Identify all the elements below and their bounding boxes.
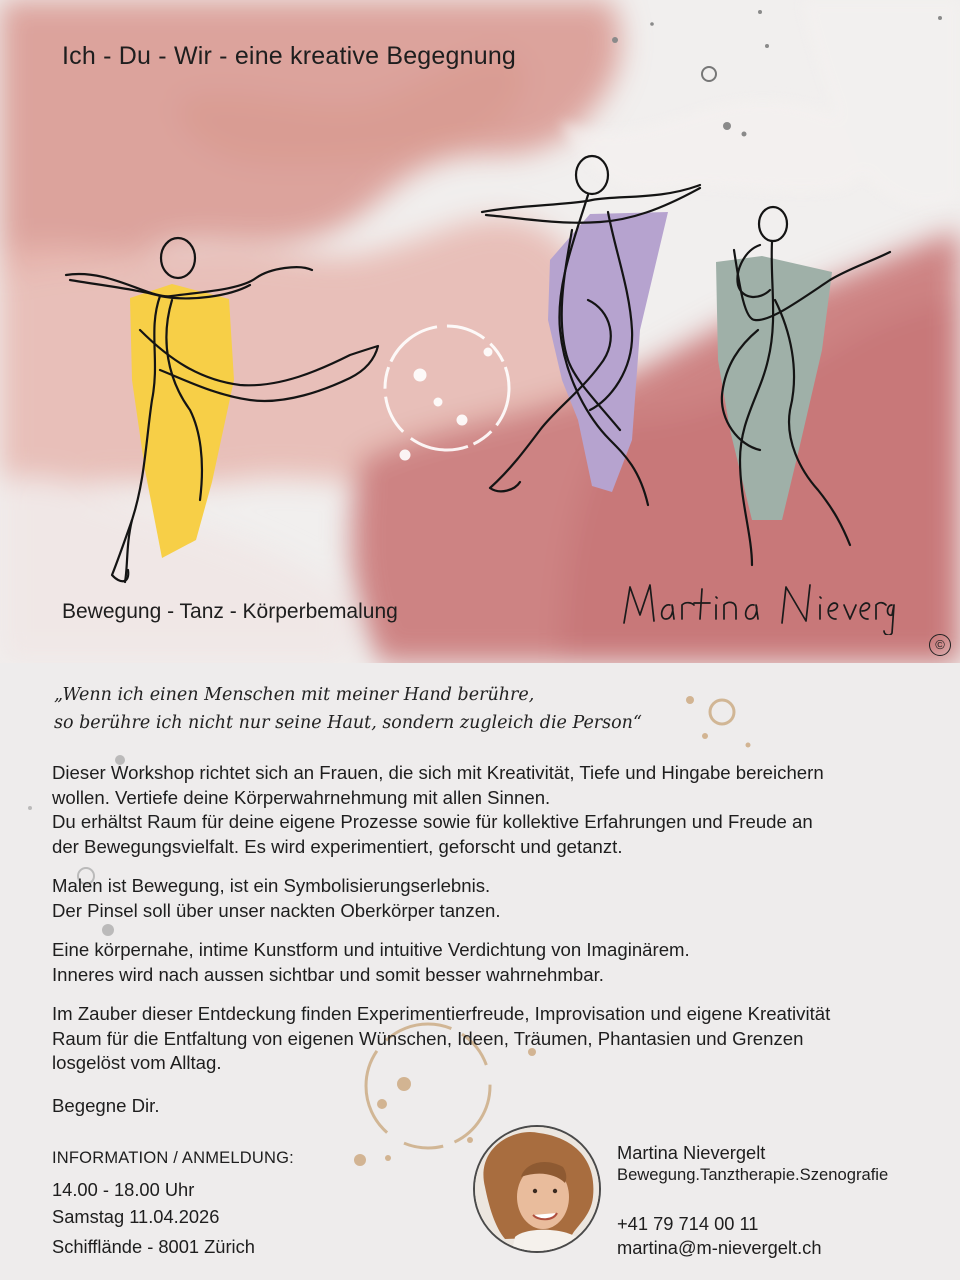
contact-name: Martina Nievergelt — [617, 1142, 766, 1163]
subtitle: Bewegung - Tanz - Körperbemalung — [62, 600, 398, 623]
artist-signature — [610, 575, 900, 635]
text-line: Du erhältst Raum für deine eigene Prozesse sowie für kollektive Erfahrungen und Freude an — [52, 811, 813, 832]
event-time: 14.00 - 18.00 Uhr — [52, 1179, 195, 1200]
text-line: losgelöst vom Alltag. — [52, 1052, 222, 1073]
text-line: Dieser Workshop richtet sich an Frauen, die sich mit Kreativität, Tiefe und Hingabe bereichern — [52, 762, 824, 783]
description-paragraph — [52, 1002, 830, 1076]
text-line: Malen ist Bewegung, ist ein Symbolisierungserlebnis. — [52, 875, 491, 896]
text-line: wollen. Vertiefe deine Körperwahrnehmung mit allen Sinnen. — [52, 786, 551, 808]
contact-email[interactable]: martina@m-nievergelt.ch — [617, 1237, 822, 1258]
contact-phone[interactable]: +41 79 714 00 11 — [617, 1213, 759, 1234]
contact-role: Bewegung.Tanztherapie.Szenografie — [617, 1165, 889, 1184]
event-date: Samstag 11.04.2026 — [52, 1206, 220, 1227]
description-paragraph — [52, 938, 690, 987]
copyright-icon: © — [929, 634, 951, 656]
quote-line: „Wenn ich einen Menschen mit meiner Hand berühre, — [54, 685, 535, 705]
avatar — [473, 1125, 601, 1253]
text-line: Inneres wird nach aussen sichtbar und somit besser wahrnehmbar. — [52, 963, 604, 985]
text-line: der Bewegungsvielfalt. Es wird experimentiert, geforscht und getanzt. — [52, 835, 623, 857]
text-line: Der Pinsel soll über unser nackten Oberkörper tanzen. — [52, 899, 501, 921]
text-line: Im Zauber dieser Entdeckung finden Experimentierfreude, Improvisation und eigene Kreativität — [52, 1003, 831, 1024]
text-line: Eine körpernahe, intime Kunstform und intuitive Verdichtung von Imaginärem. — [52, 939, 690, 960]
event-location: Schifflände - 8001 Zürich — [52, 1236, 255, 1257]
quote-line: so berühre ich nicht nur seine Haut, sondern zugleich die Person“ — [54, 713, 642, 733]
text-line: Raum für die Entfaltung von eigenen Wünschen, Ideen, Träumen, Phantasien und Grenzen — [52, 1027, 804, 1049]
description-paragraph — [52, 761, 824, 859]
info-heading: INFORMATION / ANMELDUNG: — [52, 1149, 294, 1167]
quote — [54, 681, 642, 737]
closing-line: Begegne Dir. — [52, 1095, 160, 1116]
description-paragraph — [52, 874, 501, 923]
page-title: Ich - Du - Wir - eine kreative Begegnung — [62, 42, 517, 70]
